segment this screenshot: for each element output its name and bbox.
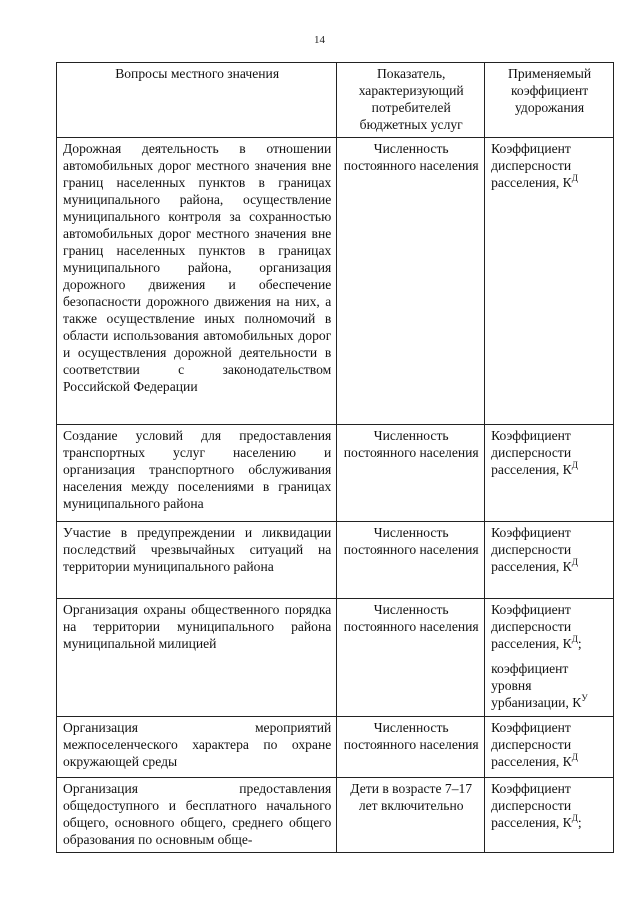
indicator-cell: Численность постоянного населения — [337, 522, 485, 599]
indicator-cell: Численность постоянного населения — [337, 138, 485, 425]
coefficient-text: коэффициент уровня урбанизации, К — [491, 661, 582, 710]
coefficient-text: Коэффициент дисперсности расселения, К — [491, 781, 572, 830]
coefficient-cell — [485, 522, 614, 599]
header-question: Вопросы местного значения — [57, 63, 337, 138]
coefficient-superscript: Д — [571, 752, 578, 762]
table-header-row — [57, 63, 614, 138]
coefficient-superscript: Д — [571, 634, 578, 644]
table-row — [57, 717, 614, 778]
question-cell: Участие в предупреждении и ликвидации последствий чрезвычайных ситуаций на территории муниципального района — [57, 522, 337, 599]
indicator-cell: Численность постоянного населения — [337, 717, 485, 778]
question-cell: Организация мероприятий межпоселенческого характера по охране окружающей среды — [57, 717, 337, 778]
coefficient-superscript: У — [581, 693, 588, 703]
indicator-cell: Дети в возрасте 7–17 лет включительно — [337, 778, 485, 853]
coefficients-table — [56, 62, 614, 853]
header-coefficient: Применяемый коэффициент удорожания — [485, 63, 614, 138]
table-row — [57, 599, 614, 717]
coefficient-superscript: Д — [571, 460, 578, 470]
coefficient-cell — [485, 599, 614, 717]
coefficient-separator: ; — [577, 815, 582, 830]
indicator-cell: Численность постоянного населения — [337, 425, 485, 522]
coefficient-cell — [485, 717, 614, 778]
header-indicator: Показатель, характеризующий потребителей бюджетных услуг — [337, 63, 485, 138]
table-row — [57, 138, 614, 425]
coefficient-superscript: Д — [571, 813, 578, 823]
coefficient-superscript: Д — [571, 557, 578, 567]
table-row — [57, 778, 614, 853]
coefficient-separator: ; — [577, 636, 582, 651]
coefficient-block — [491, 660, 608, 711]
table-row — [57, 425, 614, 522]
question-cell: Организация охраны общественного порядка на территории муниципального района муниципальной милицией — [57, 599, 337, 717]
coefficient-text: Коэффициент дисперсности расселения, К — [491, 141, 572, 190]
coefficient-text: Коэффициент дисперсности расселения, К — [491, 720, 572, 769]
question-cell: Организация предоставления общедоступного и бесплатного начального общего, основного общего, среднего общего образования по основным обще- — [57, 778, 337, 853]
indicator-cell: Численность постоянного населения — [337, 599, 485, 717]
coefficient-cell — [485, 425, 614, 522]
coefficient-text: Коэффициент дисперсности расселения, К — [491, 602, 572, 651]
page-number: 14 — [314, 34, 325, 46]
coefficient-superscript: Д — [571, 173, 578, 183]
coefficient-cell — [485, 778, 614, 853]
coefficient-text: Коэффициент дисперсности расселения, К — [491, 525, 572, 574]
question-cell: Создание условий для предоставления транспортных услуг населению и организация транспортного обслуживания населения между поселениями в границах муниципального района — [57, 425, 337, 522]
coefficient-block — [491, 601, 608, 652]
coefficient-text: Коэффициент дисперсности расселения, К — [491, 428, 572, 477]
question-cell: Дорожная деятельность в отношении автомобильных дорог местного значения вне границ населенных пунктов в границах муниципального района, осуществление муниципального контроля за сохранностью автомобильных дорог местного значения вне границ населенных пунктов в границах муниципального района, организация дорожного движения и обеспечение безопасности дорожного движения на них, а также осуществление иных полномочий в области использования автомобильных дорог и осуществления дорожной деятельности в соответствии с законодательством Российской Федерации — [57, 138, 337, 425]
table-row — [57, 522, 614, 599]
coefficient-cell — [485, 138, 614, 425]
